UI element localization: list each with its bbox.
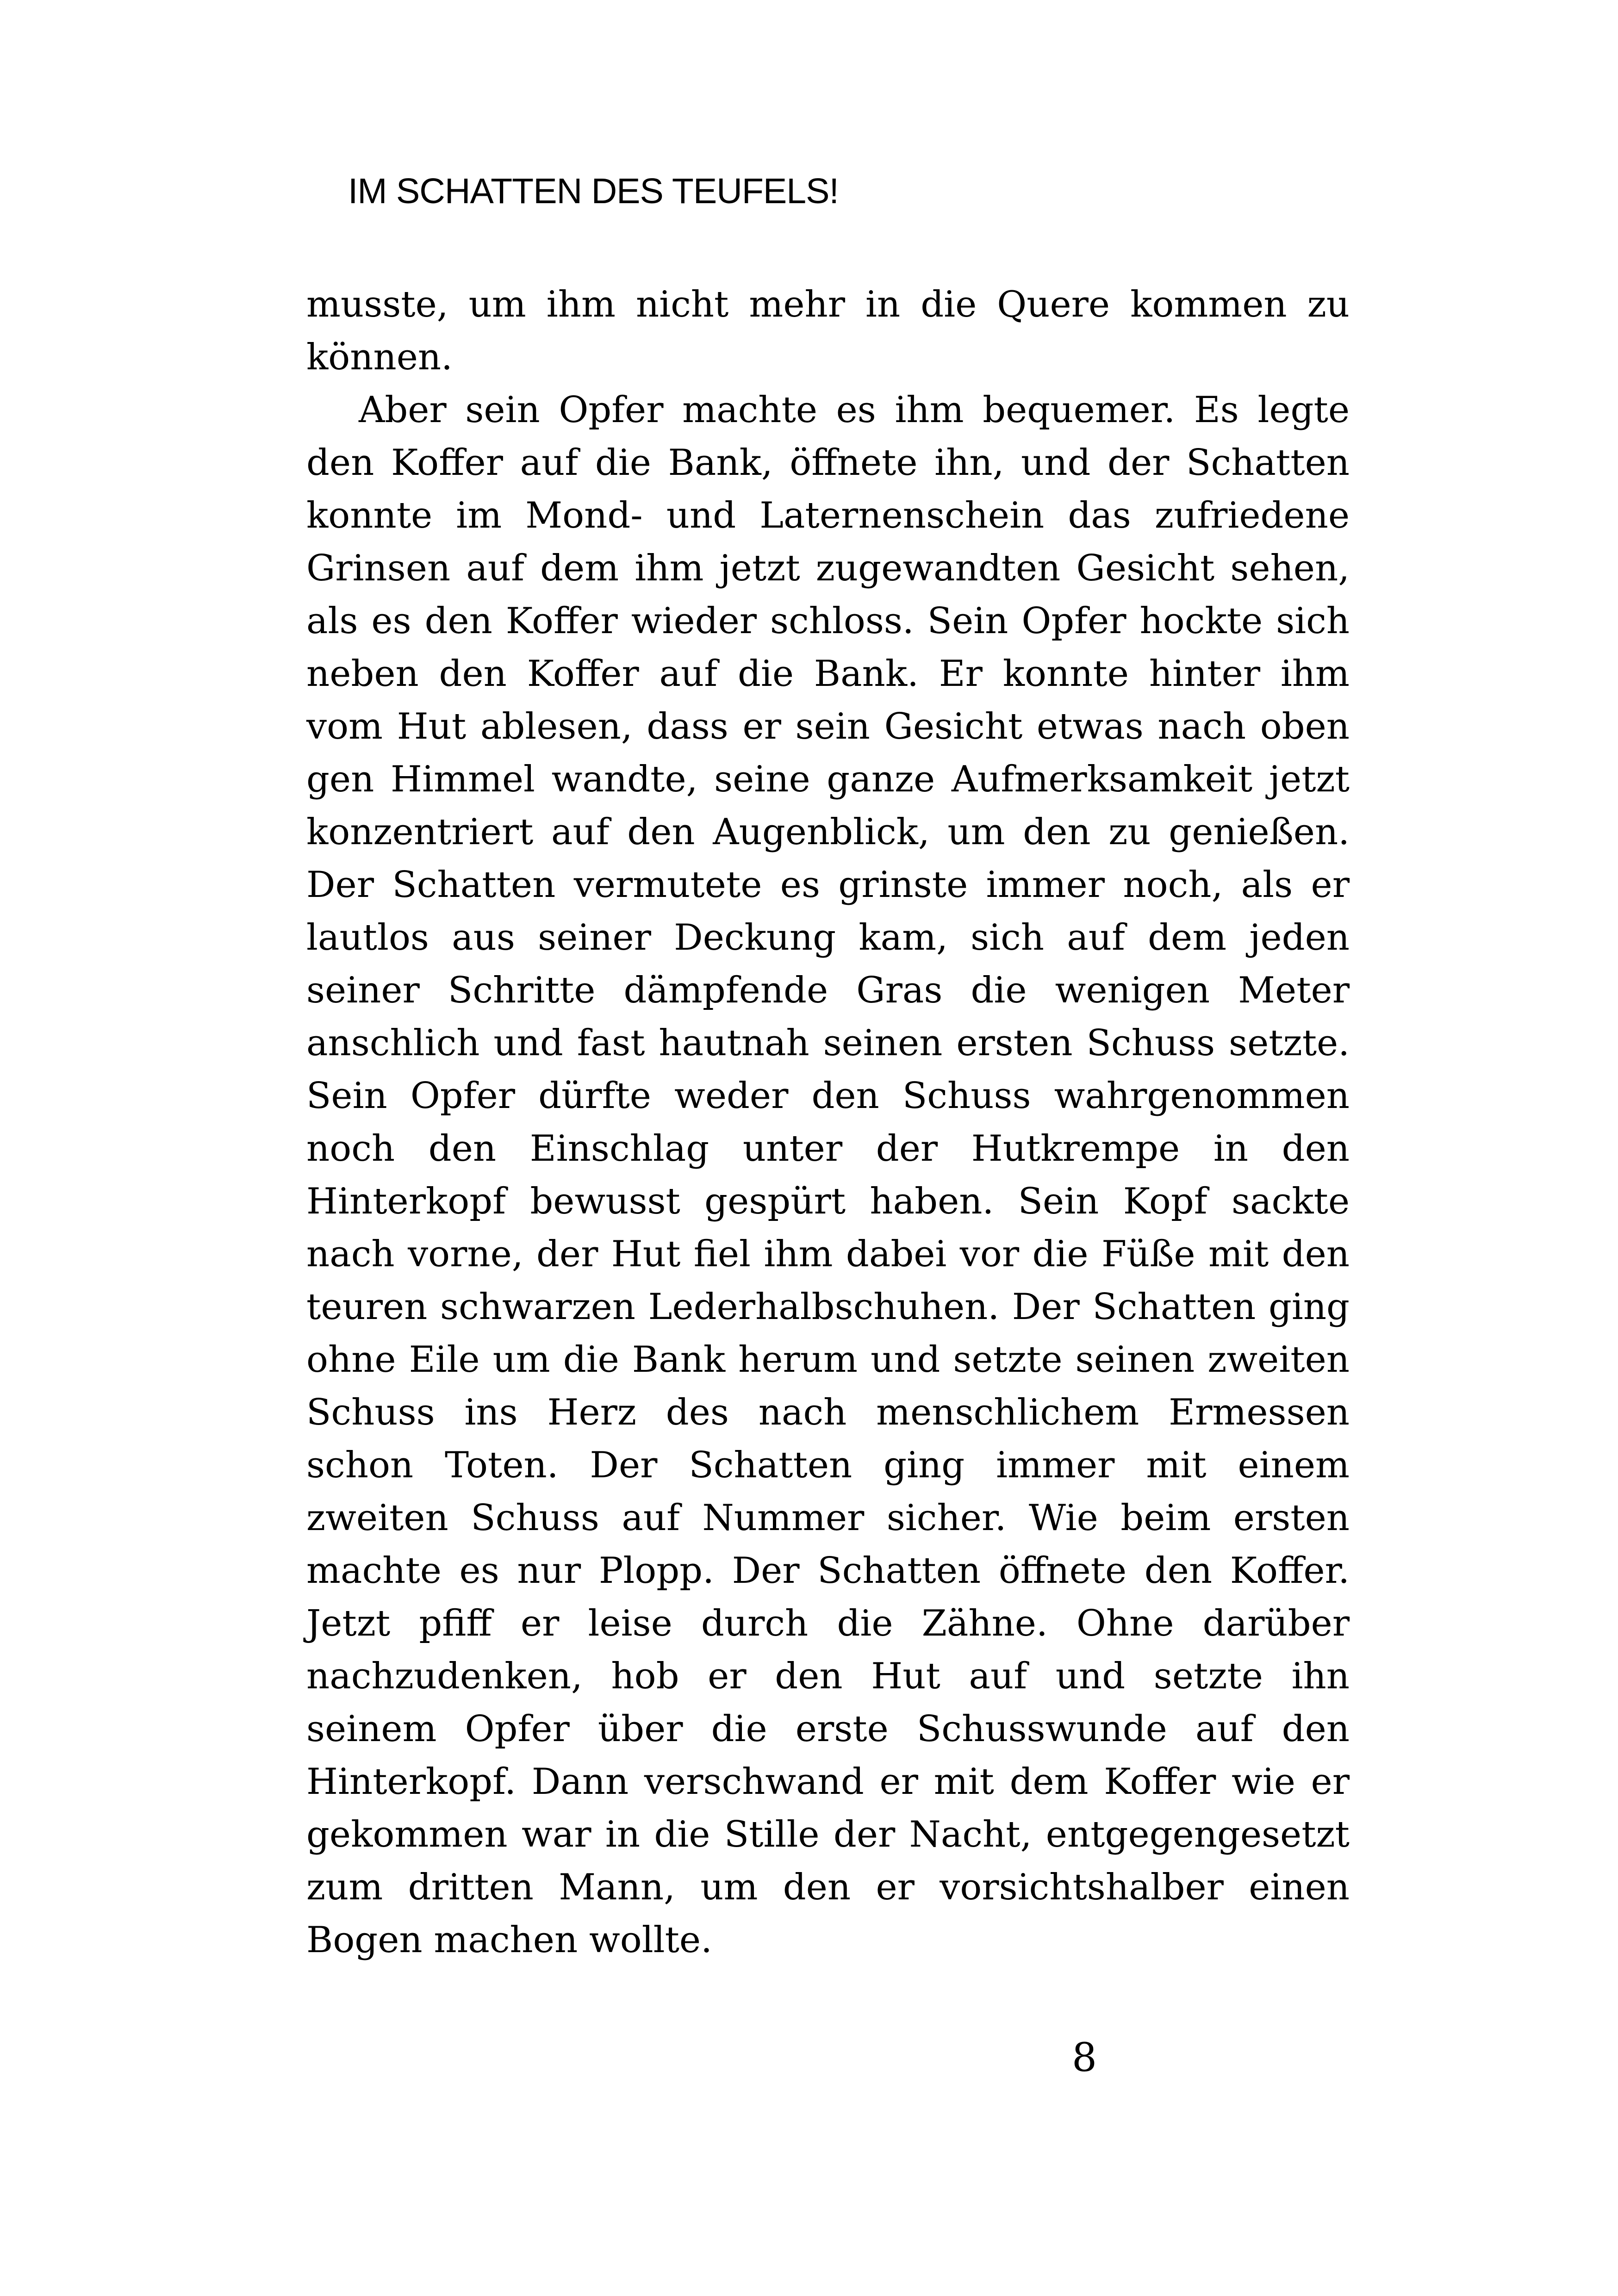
text-line: Grinsen auf dem ihm jetzt zugewandten Gesicht sehen, — [306, 548, 1350, 589]
body-text — [306, 278, 1350, 1966]
text-line: Der Schatten vermutete es grinste immer noch, als er — [306, 864, 1350, 906]
text-line: seiner Schritte dämpfende Gras die wenigen Meter — [306, 970, 1350, 1011]
text-line: machte es nur Plopp. Der Schatten öffnete den Koffer. — [306, 1550, 1350, 1592]
text-line: Hinterkopf bewusst gespürt haben. Sein Kopf sackte — [306, 1181, 1350, 1222]
text-line: Bogen machen wollte. — [306, 1919, 712, 1961]
text-line: noch den Einschlag unter der Hutkrempe in den — [306, 1128, 1350, 1170]
text-line: nach vorne, der Hut fiel ihm dabei vor die Füße mit den — [306, 1233, 1350, 1275]
text-line: können. — [306, 336, 453, 378]
text-line: vom Hut ablesen, dass er sein Gesicht etwas nach oben — [306, 706, 1350, 747]
text-line: gen Himmel wandte, seine ganze Aufmerksamkeit jetzt — [306, 759, 1350, 800]
text-line: musste, um ihm nicht mehr in die Quere kommen zu — [306, 284, 1350, 325]
text-line: Jetzt pfiff er leise durch die Zähne. Ohne darüber — [306, 1603, 1350, 1644]
text-line: gekommen war in die Stille der Nacht, entgegengesetzt — [306, 1814, 1350, 1855]
text-line: anschlich und fast hautnah seinen ersten Schuss setzte. — [306, 1022, 1350, 1064]
text-line: zweiten Schuss auf Nummer sicher. Wie beim ersten — [306, 1497, 1350, 1539]
text-line: Schuss ins Herz des nach menschlichem Ermessen — [306, 1392, 1350, 1433]
text-line: lautlos aus seiner Deckung kam, sich auf dem jeden — [306, 917, 1350, 958]
text-line: neben den Koffer auf die Bank. Er konnte hinter ihm — [306, 653, 1350, 695]
text-line: Aber sein Opfer machte es ihm bequemer. Es legte — [359, 389, 1350, 431]
page-number: 8 — [1071, 2035, 1097, 2081]
text-line: nachzudenken, hob er den Hut auf und setzte ihn — [306, 1655, 1350, 1697]
text-line: ohne Eile um die Bank herum und setzte seinen zweiten — [306, 1339, 1350, 1381]
text-line: den Koffer auf die Bank, öffnete ihn, und der Schatten — [306, 442, 1350, 484]
text-line: als es den Koffer wieder schloss. Sein Opfer hockte sich — [306, 600, 1350, 642]
text-line: konzentriert auf den Augenblick, um den zu genießen. — [306, 811, 1350, 853]
text-line: Sein Opfer dürfte weder den Schuss wahrgenommen — [306, 1075, 1350, 1117]
text-line: schon Toten. Der Schatten ging immer mit einem — [306, 1444, 1350, 1486]
text-line: konnte im Mond- und Laternenschein das zufriedene — [306, 495, 1350, 536]
text-line: zum dritten Mann, um den er vorsichtshalber einen — [306, 1867, 1350, 1908]
text-line: Hinterkopf. Dann verschwand er mit dem Koffer wie er — [306, 1761, 1350, 1803]
text-line: seinem Opfer über die erste Schusswunde auf den — [306, 1708, 1350, 1750]
text-line: teuren schwarzen Lederhalbschuhen. Der Schatten ging — [306, 1286, 1350, 1328]
running-header: IM SCHATTEN DES TEUFELS! — [348, 171, 839, 211]
